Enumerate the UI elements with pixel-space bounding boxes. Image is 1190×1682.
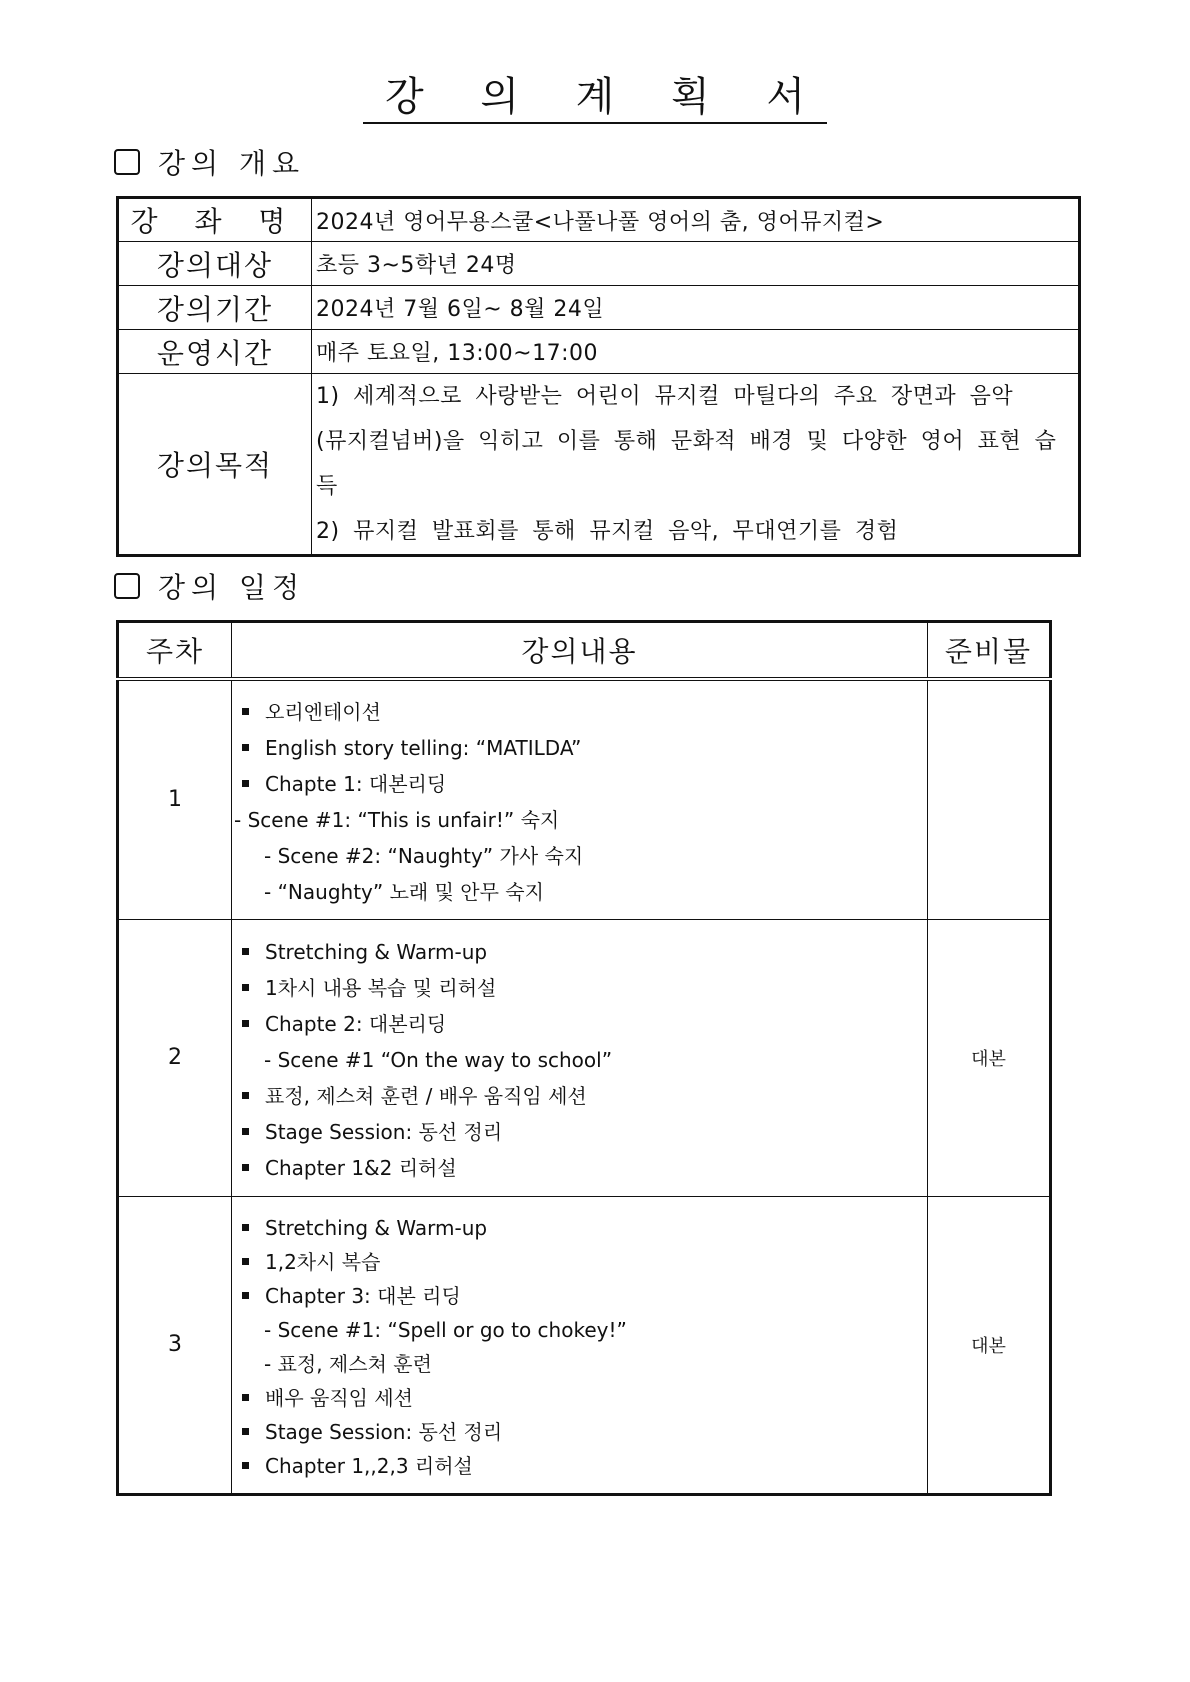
list-item [232, 874, 927, 910]
document-title [0, 72, 1190, 124]
square-bullet-icon [242, 1128, 249, 1135]
list-item-text: Stage Session: 동선 정리 [265, 1119, 503, 1144]
list-item [232, 1078, 927, 1114]
overview-row [118, 374, 1080, 556]
overview-value-course-name: 2024년 영어무용스쿨<나풀나풀 영어의 춤, 영어뮤지컬> [312, 198, 1080, 242]
overview-label-period: 강의기간 [118, 286, 312, 330]
list-item [232, 1114, 927, 1150]
list-item [232, 766, 927, 802]
week-number: 2 [118, 919, 232, 1196]
overview-label-course-name: 강 좌 명 [118, 198, 312, 242]
square-bullet-icon [242, 1428, 249, 1435]
schedule-section-heading [114, 566, 305, 606]
list-item-text: 1차시 내용 복습 및 리허설 [265, 975, 497, 1000]
schedule-heading-text: 강의 일정 [158, 571, 306, 604]
list-item [232, 1313, 927, 1347]
square-bullet-icon [242, 1462, 249, 1469]
square-bullet-icon [242, 744, 249, 751]
week-materials: 대본 [928, 919, 1051, 1196]
square-bullet-icon [242, 984, 249, 991]
column-header-content: 강의내용 [232, 622, 928, 680]
list-item-text: 오리엔테이션 [265, 699, 381, 724]
overview-row [118, 330, 1080, 374]
list-item-text: Stretching & Warm-up [265, 1215, 488, 1240]
list-item-text: Chapter 1,,2,3 리허설 [265, 1453, 473, 1478]
checkbox-icon [114, 573, 140, 599]
list-item [232, 1279, 927, 1313]
overview-row [118, 198, 1080, 242]
list-item [232, 838, 927, 874]
list-item-text: - Scene #1 “On the way to school” [264, 1047, 613, 1072]
list-item-text: - 표정, 제스쳐 훈련 [264, 1351, 432, 1376]
list-item [232, 802, 927, 838]
list-item-text: Chapter 3: 대본 리딩 [265, 1283, 461, 1308]
overview-value-hours: 매주 토요일, 13:00~17:00 [312, 330, 1080, 374]
list-item [232, 1347, 927, 1381]
list-item [232, 1042, 927, 1078]
list-item-text: - Scene #2: “Naughty” 가사 숙지 [264, 843, 584, 868]
table-row [118, 919, 1051, 1196]
overview-heading-text: 강의 개요 [158, 147, 306, 180]
overview-value-target: 초등 3~5학년 24명 [312, 242, 1080, 286]
week-content [232, 1196, 928, 1494]
list-item [232, 970, 927, 1006]
schedule-header-row [118, 622, 1051, 680]
list-item [232, 694, 927, 730]
square-bullet-icon [242, 1258, 249, 1265]
square-bullet-icon [242, 1164, 249, 1171]
week-content [232, 679, 928, 919]
square-bullet-icon [242, 1394, 249, 1401]
list-item [232, 934, 927, 970]
overview-row [118, 286, 1080, 330]
table-row [118, 679, 1051, 919]
column-header-week: 주차 [118, 622, 232, 680]
column-header-materials: 준비물 [928, 622, 1051, 680]
overview-label-target: 강의대상 [118, 242, 312, 286]
overview-value-period: 2024년 7월 6일~ 8월 24일 [312, 286, 1080, 330]
purpose-line: 2) 뮤지컬 발표회를 통해 뮤지컬 음악, 무대연기를 경험 [316, 519, 899, 544]
list-item-text: Chapter 1&2 리허설 [265, 1155, 457, 1180]
week-number: 1 [118, 679, 232, 919]
list-item-text: 배우 움직임 세션 [265, 1385, 413, 1410]
table-row [118, 1196, 1051, 1494]
schedule-table [116, 620, 1052, 1496]
list-item [232, 1006, 927, 1042]
list-item [232, 1150, 927, 1186]
list-item [232, 1449, 927, 1483]
list-item-text: Stretching & Warm-up [265, 939, 488, 964]
week-materials: 대본 [928, 1196, 1051, 1494]
list-item-text: - Scene #1: “This is unfair!” 숙지 [234, 807, 560, 832]
list-item-text: English story telling: “MATILDA” [265, 735, 582, 760]
square-bullet-icon [242, 1092, 249, 1099]
overview-value-purpose [312, 374, 1080, 556]
list-item [232, 1381, 927, 1415]
overview-table [116, 196, 1081, 557]
overview-section-heading [114, 142, 305, 182]
square-bullet-icon [242, 780, 249, 787]
list-item [232, 1245, 927, 1279]
overview-label-purpose: 강의목적 [118, 374, 312, 556]
square-bullet-icon [242, 1020, 249, 1027]
week-number: 3 [118, 1196, 232, 1494]
list-item-text: 1,2차시 복습 [265, 1249, 381, 1274]
list-item-text: Chapte 1: 대본리딩 [265, 771, 447, 796]
list-item [232, 730, 927, 766]
list-item-text: Chapte 2: 대본리딩 [265, 1011, 447, 1036]
square-bullet-icon [242, 708, 249, 715]
square-bullet-icon [242, 948, 249, 955]
list-item-text: - “Naughty” 노래 및 안무 숙지 [264, 879, 544, 904]
checkbox-icon [114, 149, 140, 175]
overview-row [118, 242, 1080, 286]
purpose-line: 1) 세계적으로 사랑받는 어린이 뮤지컬 마틸다의 주요 장면과 음악 [316, 384, 1014, 409]
purpose-line: (뮤지컬넘버)을 익히고 이를 통해 문화적 배경 및 다양한 영어 표현 습득 [316, 429, 1057, 499]
square-bullet-icon [242, 1292, 249, 1299]
week-materials [928, 679, 1051, 919]
square-bullet-icon [242, 1224, 249, 1231]
overview-label-hours: 운영시간 [118, 330, 312, 374]
list-item [232, 1211, 927, 1245]
list-item-text: 표정, 제스쳐 훈련 / 배우 움직임 세션 [265, 1083, 587, 1108]
list-item-text: - Scene #1: “Spell or go to chokey!” [264, 1317, 627, 1342]
list-item [232, 1415, 927, 1449]
week-content [232, 919, 928, 1196]
list-item-text: Stage Session: 동선 정리 [265, 1419, 503, 1444]
document-title-text: 강 의 계 획 서 [363, 72, 827, 124]
